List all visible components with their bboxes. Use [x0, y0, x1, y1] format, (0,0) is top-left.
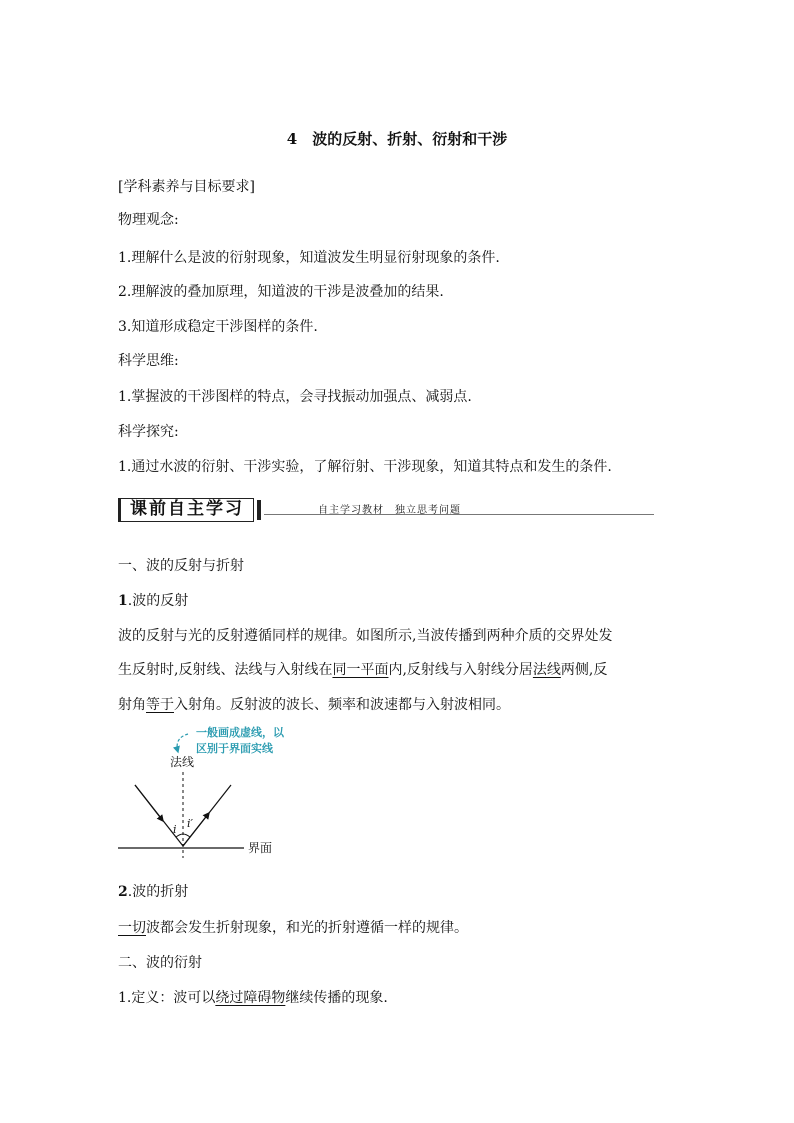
section-banner: [118, 498, 654, 522]
note-pointer-arrow: [177, 734, 188, 752]
concept-item-3: 3.知道形成稳定干涉图样的条件.: [118, 319, 318, 335]
normal-label: 法线: [170, 755, 195, 769]
diffraction-definition: [118, 989, 388, 1007]
underlined-answer: 法线: [532, 662, 561, 678]
sub1-number: 1: [118, 593, 128, 609]
text-span: 1.定义：波可以: [118, 990, 216, 1006]
text-span: 两侧,反: [560, 662, 608, 678]
text-span: 入射角。反射波的波长、频率和波速都与入射波相同。: [174, 697, 510, 713]
sub2-text: .波的折射: [127, 884, 189, 900]
text-span: 继续传播的现象.: [285, 990, 388, 1006]
concept-item-2: 2.理解波的叠加原理，知道波的干涉是波叠加的结果.: [118, 284, 444, 300]
concept-label: 物理观念:: [118, 212, 179, 228]
inquiry-item-1: 1.通过水波的衍射、干涉实验，了解衍射、干涉现象，知道其特点和发生的条件.: [118, 459, 612, 475]
concept-item-1: 1.理解什么是波的衍射现象，知道波发生明显衍射现象的条件.: [118, 250, 500, 266]
reflection-line-1: 波的反射与光的反射遵循同样的规律。如图所示,当波传播到两种介质的交界处发: [118, 628, 613, 644]
underlined-answer: 同一平面: [332, 662, 389, 678]
text-span: 内,反射线与入射线分居: [388, 662, 533, 678]
interface-label: 界面: [248, 841, 273, 855]
inquiry-label: 科学探究:: [118, 424, 179, 440]
section1-heading: 一、波的反射与折射: [118, 558, 244, 574]
angle-i-prime-label: i′: [187, 817, 194, 830]
reflection-line-2: [118, 661, 607, 679]
sub-heading-reflection: [118, 592, 188, 610]
text-span: 射角: [118, 697, 146, 713]
sub1-text: .波的反射: [127, 593, 189, 609]
figure-note-line-1: 一般画成虚线，以: [196, 726, 284, 739]
incident-ray-arrow: [135, 785, 163, 821]
sub2-number: 2: [118, 884, 128, 900]
banner-subtitle: 自主学习教材 独立思考问题: [318, 505, 461, 516]
thinking-item-1: 1.掌握波的干涉图样的特点，会寻找振动加强点、减弱点.: [118, 389, 472, 405]
section2-heading: 二、波的衍射: [118, 955, 202, 971]
text-span: 生反射时,反射线、法线与入射线在: [118, 662, 333, 678]
banner-title: 课前自主学习: [118, 498, 254, 522]
angle-i-label: i: [173, 823, 177, 836]
angle-arc-incident: [176, 834, 183, 837]
underlined-answer: 等于: [146, 697, 174, 713]
text-span: 波都会发生折射现象，和光的折射遵循一样的规律。: [146, 920, 468, 936]
banner-bar: [257, 500, 261, 520]
underlined-answer: 一切: [118, 920, 146, 936]
sub-heading-refraction: [118, 883, 188, 901]
page-title: 4 波的反射、折射、衍射和干涉: [286, 130, 508, 148]
objectives-heading: [学科素养与目标要求]: [118, 179, 255, 195]
reflection-line-3: [118, 696, 510, 714]
underlined-answer: 绕过障碍物: [215, 990, 286, 1006]
reflection-diagram: [110, 722, 370, 868]
figure-note-line-2: 区别于界面实线: [196, 742, 273, 755]
refraction-line: [118, 919, 468, 937]
angle-arc-reflected: [183, 834, 190, 837]
thinking-label: 科学思维:: [118, 353, 179, 369]
